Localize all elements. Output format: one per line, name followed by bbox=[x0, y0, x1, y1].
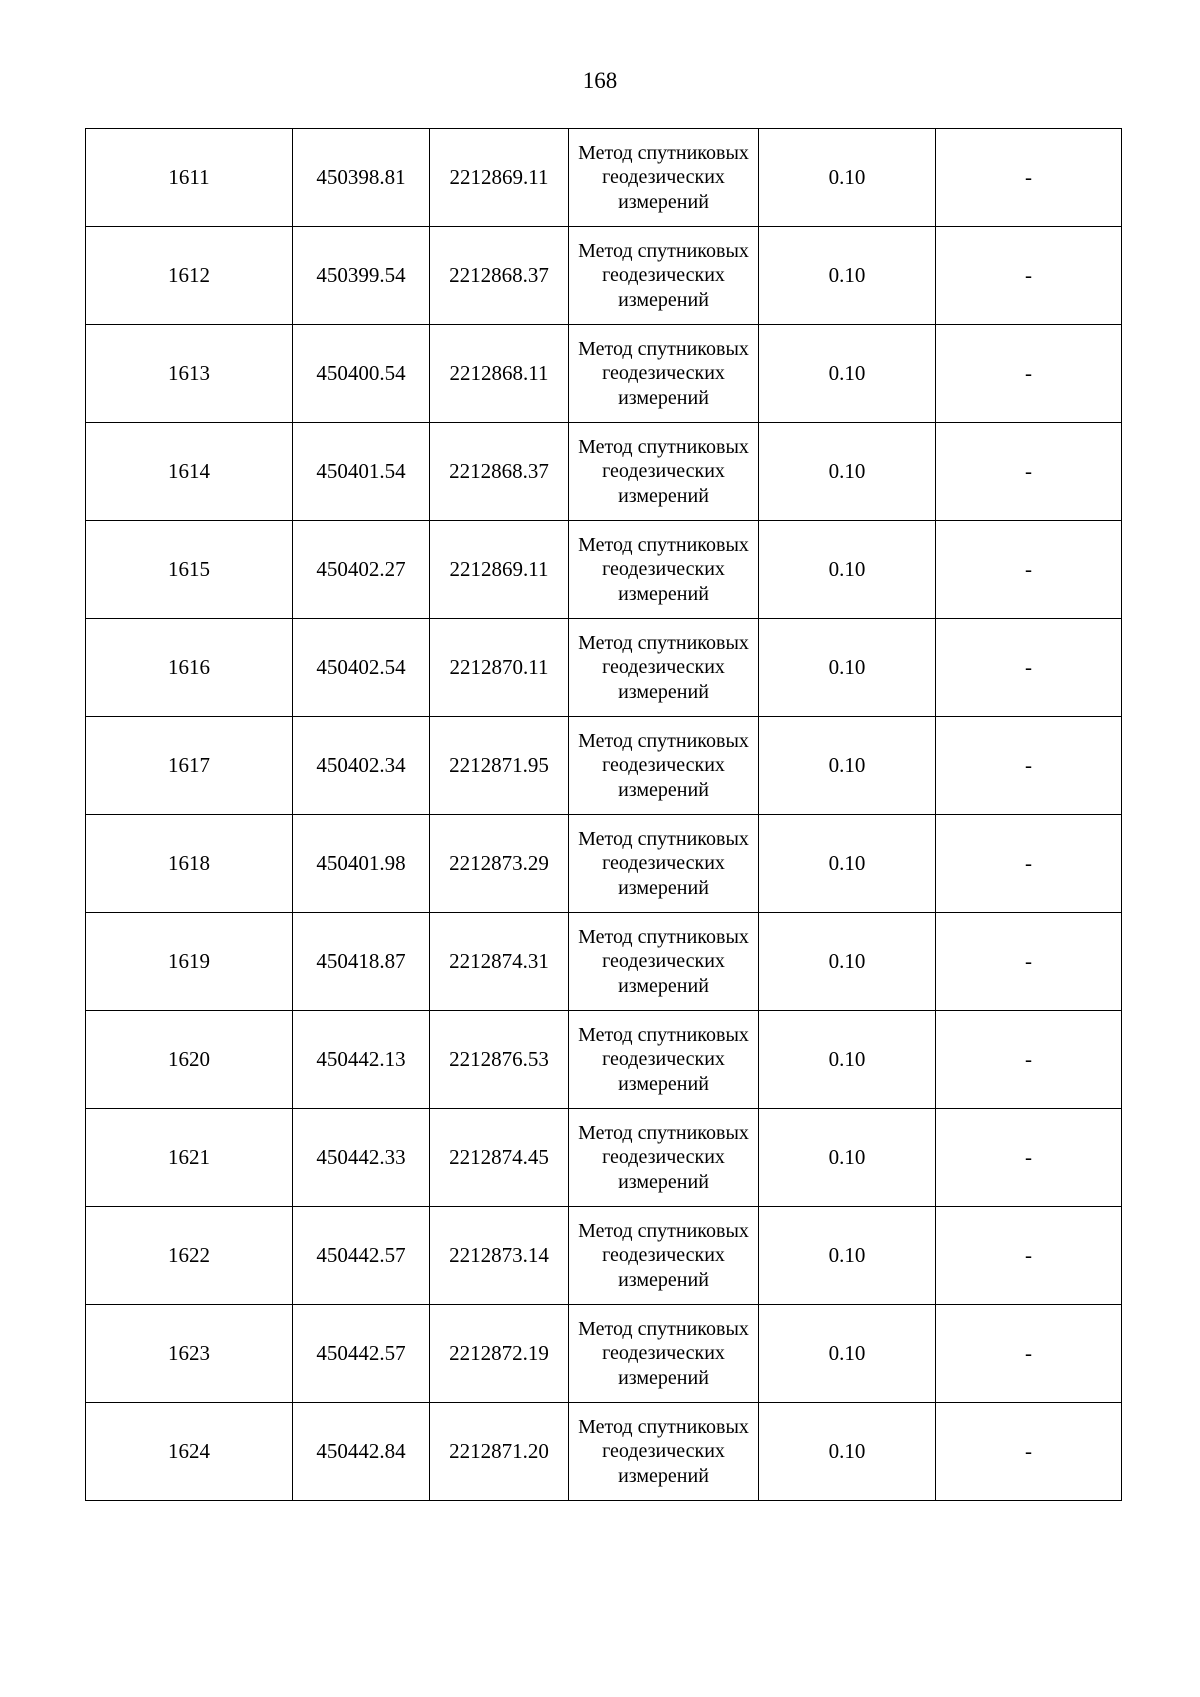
cell-coordinate-y: 2212874.45 bbox=[430, 1109, 569, 1207]
cell-point-number: 1624 bbox=[86, 1403, 293, 1501]
cell-method: Метод спутниковых геодезических измерений bbox=[569, 227, 759, 325]
cell-method: Метод спутниковых геодезических измерений bbox=[569, 1403, 759, 1501]
cell-note: - bbox=[936, 1305, 1122, 1403]
table-row bbox=[86, 1109, 1122, 1207]
cell-coordinate-x: 450442.57 bbox=[293, 1305, 430, 1403]
table-row bbox=[86, 1011, 1122, 1109]
cell-note: - bbox=[936, 521, 1122, 619]
cell-method: Метод спутниковых геодезических измерений bbox=[569, 619, 759, 717]
cell-note: - bbox=[936, 1011, 1122, 1109]
cell-accuracy: 0.10 bbox=[759, 1305, 936, 1403]
cell-note: - bbox=[936, 717, 1122, 815]
cell-coordinate-x: 450442.13 bbox=[293, 1011, 430, 1109]
cell-note: - bbox=[936, 815, 1122, 913]
page-number: 168 bbox=[582, 68, 618, 93]
cell-method: Метод спутниковых геодезических измерений bbox=[569, 717, 759, 815]
table-row bbox=[86, 129, 1122, 227]
cell-point-number: 1620 bbox=[86, 1011, 293, 1109]
cell-method: Метод спутниковых геодезических измерений bbox=[569, 129, 759, 227]
cell-method: Метод спутниковых геодезических измерений bbox=[569, 423, 759, 521]
cell-coordinate-x: 450418.87 bbox=[293, 913, 430, 1011]
cell-point-number: 1614 bbox=[86, 423, 293, 521]
cell-point-number: 1613 bbox=[86, 325, 293, 423]
cell-note: - bbox=[936, 325, 1122, 423]
cell-coordinate-y: 2212869.11 bbox=[430, 521, 569, 619]
coordinates-table bbox=[85, 128, 1122, 1501]
cell-accuracy: 0.10 bbox=[759, 325, 936, 423]
table-row bbox=[86, 423, 1122, 521]
table-row bbox=[86, 717, 1122, 815]
cell-note: - bbox=[936, 227, 1122, 325]
cell-note: - bbox=[936, 1207, 1122, 1305]
table-row bbox=[86, 619, 1122, 717]
cell-accuracy: 0.10 bbox=[759, 1011, 936, 1109]
cell-coordinate-x: 450401.54 bbox=[293, 423, 430, 521]
table-row bbox=[86, 227, 1122, 325]
cell-coordinate-y: 2212868.37 bbox=[430, 227, 569, 325]
table-row bbox=[86, 521, 1122, 619]
cell-coordinate-y: 2212872.19 bbox=[430, 1305, 569, 1403]
table-body bbox=[86, 129, 1122, 1501]
table-row bbox=[86, 1207, 1122, 1305]
cell-note: - bbox=[936, 423, 1122, 521]
cell-accuracy: 0.10 bbox=[759, 815, 936, 913]
cell-method: Метод спутниковых геодезических измерений bbox=[569, 913, 759, 1011]
cell-point-number: 1623 bbox=[86, 1305, 293, 1403]
cell-coordinate-y: 2212873.29 bbox=[430, 815, 569, 913]
cell-method: Метод спутниковых геодезических измерений bbox=[569, 521, 759, 619]
cell-point-number: 1611 bbox=[86, 129, 293, 227]
cell-coordinate-x: 450402.27 bbox=[293, 521, 430, 619]
cell-point-number: 1621 bbox=[86, 1109, 293, 1207]
cell-coordinate-y: 2212874.31 bbox=[430, 913, 569, 1011]
cell-note: - bbox=[936, 1109, 1122, 1207]
cell-point-number: 1615 bbox=[86, 521, 293, 619]
cell-method: Метод спутниковых геодезических измерений bbox=[569, 1305, 759, 1403]
cell-method: Метод спутниковых геодезических измерений bbox=[569, 1109, 759, 1207]
cell-accuracy: 0.10 bbox=[759, 717, 936, 815]
cell-method: Метод спутниковых геодезических измерений bbox=[569, 325, 759, 423]
table-row bbox=[86, 815, 1122, 913]
cell-note: - bbox=[936, 129, 1122, 227]
cell-coordinate-x: 450399.54 bbox=[293, 227, 430, 325]
cell-coordinate-y: 2212870.11 bbox=[430, 619, 569, 717]
cell-coordinate-y: 2212876.53 bbox=[430, 1011, 569, 1109]
table-row bbox=[86, 325, 1122, 423]
cell-coordinate-x: 450402.34 bbox=[293, 717, 430, 815]
table-row bbox=[86, 913, 1122, 1011]
cell-accuracy: 0.10 bbox=[759, 129, 936, 227]
cell-point-number: 1619 bbox=[86, 913, 293, 1011]
cell-coordinate-y: 2212869.11 bbox=[430, 129, 569, 227]
cell-coordinate-x: 450401.98 bbox=[293, 815, 430, 913]
cell-coordinate-y: 2212868.11 bbox=[430, 325, 569, 423]
cell-point-number: 1612 bbox=[86, 227, 293, 325]
cell-accuracy: 0.10 bbox=[759, 1403, 936, 1501]
cell-accuracy: 0.10 bbox=[759, 619, 936, 717]
table-row bbox=[86, 1305, 1122, 1403]
cell-note: - bbox=[936, 1403, 1122, 1501]
cell-point-number: 1618 bbox=[86, 815, 293, 913]
cell-accuracy: 0.10 bbox=[759, 913, 936, 1011]
cell-note: - bbox=[936, 913, 1122, 1011]
cell-coordinate-x: 450402.54 bbox=[293, 619, 430, 717]
cell-method: Метод спутниковых геодезических измерений bbox=[569, 815, 759, 913]
cell-coordinate-x: 450398.81 bbox=[293, 129, 430, 227]
cell-coordinate-y: 2212873.14 bbox=[430, 1207, 569, 1305]
cell-point-number: 1616 bbox=[86, 619, 293, 717]
cell-accuracy: 0.10 bbox=[759, 521, 936, 619]
table-row bbox=[86, 1403, 1122, 1501]
cell-coordinate-x: 450442.84 bbox=[293, 1403, 430, 1501]
cell-coordinate-y: 2212871.20 bbox=[430, 1403, 569, 1501]
cell-point-number: 1622 bbox=[86, 1207, 293, 1305]
cell-accuracy: 0.10 bbox=[759, 1207, 936, 1305]
cell-method: Метод спутниковых геодезических измерений bbox=[569, 1011, 759, 1109]
cell-coordinate-x: 450442.57 bbox=[293, 1207, 430, 1305]
cell-coordinate-x: 450442.33 bbox=[293, 1109, 430, 1207]
cell-coordinate-y: 2212871.95 bbox=[430, 717, 569, 815]
cell-method: Метод спутниковых геодезических измерений bbox=[569, 1207, 759, 1305]
cell-accuracy: 0.10 bbox=[759, 227, 936, 325]
cell-point-number: 1617 bbox=[86, 717, 293, 815]
cell-note: - bbox=[936, 619, 1122, 717]
cell-coordinate-x: 450400.54 bbox=[293, 325, 430, 423]
cell-coordinate-y: 2212868.37 bbox=[430, 423, 569, 521]
cell-accuracy: 0.10 bbox=[759, 1109, 936, 1207]
cell-accuracy: 0.10 bbox=[759, 423, 936, 521]
